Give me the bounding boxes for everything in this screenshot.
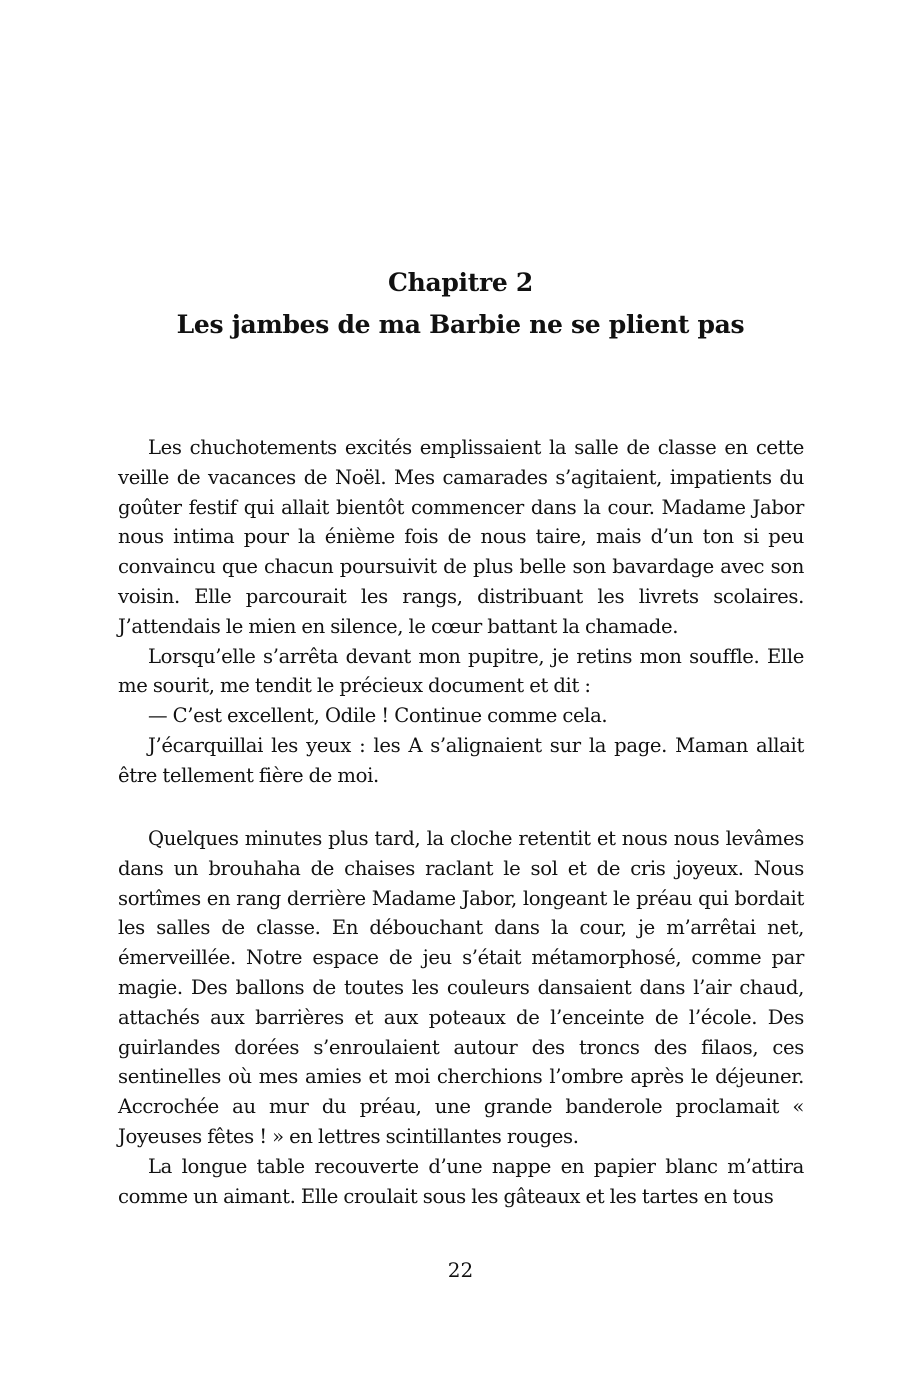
- paragraph: Lorsqu’elle s’arrêta devant mon pupitre, je retins mon souffle. Elle me sourit, me tendit le précieux document et dit :: [118, 644, 804, 698]
- paragraph: J’écarquillai les yeux : les A s’alignaient sur la page. Maman allait être tellement fière de moi.: [118, 733, 804, 787]
- paragraph: La longue table recouverte d’une nappe en papier blanc m’attira comme un aimant. Elle croulait sous les gâteaux et les tartes en tous: [118, 1154, 804, 1208]
- text-section-2: [118, 824, 804, 1211]
- text-section-1: [118, 433, 804, 791]
- page-number: 22: [447, 1258, 474, 1282]
- paragraph: Quelques minutes plus tard, la cloche retentit et nous nous levâmes dans un brouhaha de chaises raclant le sol et de cris joyeux. Nous sortîmes en rang derrière Madame Jabor, longeant le préau qui bordait les salles de classe. En débouchant dans la cour, je m’arrêtai net, émerveillée. Notre espace de jeu s’était métamorphosé, comme par magie. Des ballons de toutes les couleurs dansaient dans l’air chaud, attachés aux barrières et aux poteaux de l’enceinte de l’école. Des guirlandes dorées s’enroulaient autour des troncs des filaos, ces sentinelles où mes amies et moi cherchions l’ombre après le déjeuner. Accrochée au mur du préau, une grande banderole proclamait « Joyeuses fêtes ! » en lettres scintillantes rouges.: [118, 827, 804, 1148]
- paragraph: Les chuchotements excités emplissaient la salle de classe en cette veille de vacances de Noël. Mes camarades s’agitaient, impatients du goûter festif qui allait bientôt commencer dans la cour. Madame Jabor nous intima pour la énième fois de nous taire, mais d’un ton si peu convaincu que chacun poursuivit de plus belle son bavardage avec son voisin. Elle parcourait les rangs, distribuant les livrets scolaires. J’attendais le mien en silence, le cœur battant la chamade.: [118, 436, 804, 638]
- chapter-title: Les jambes de ma Barbie ne se plient pas: [176, 310, 745, 339]
- dialogue-line: — C’est excellent, Odile ! Continue comme cela.: [148, 704, 608, 728]
- chapter-number: Chapitre 2: [388, 268, 533, 297]
